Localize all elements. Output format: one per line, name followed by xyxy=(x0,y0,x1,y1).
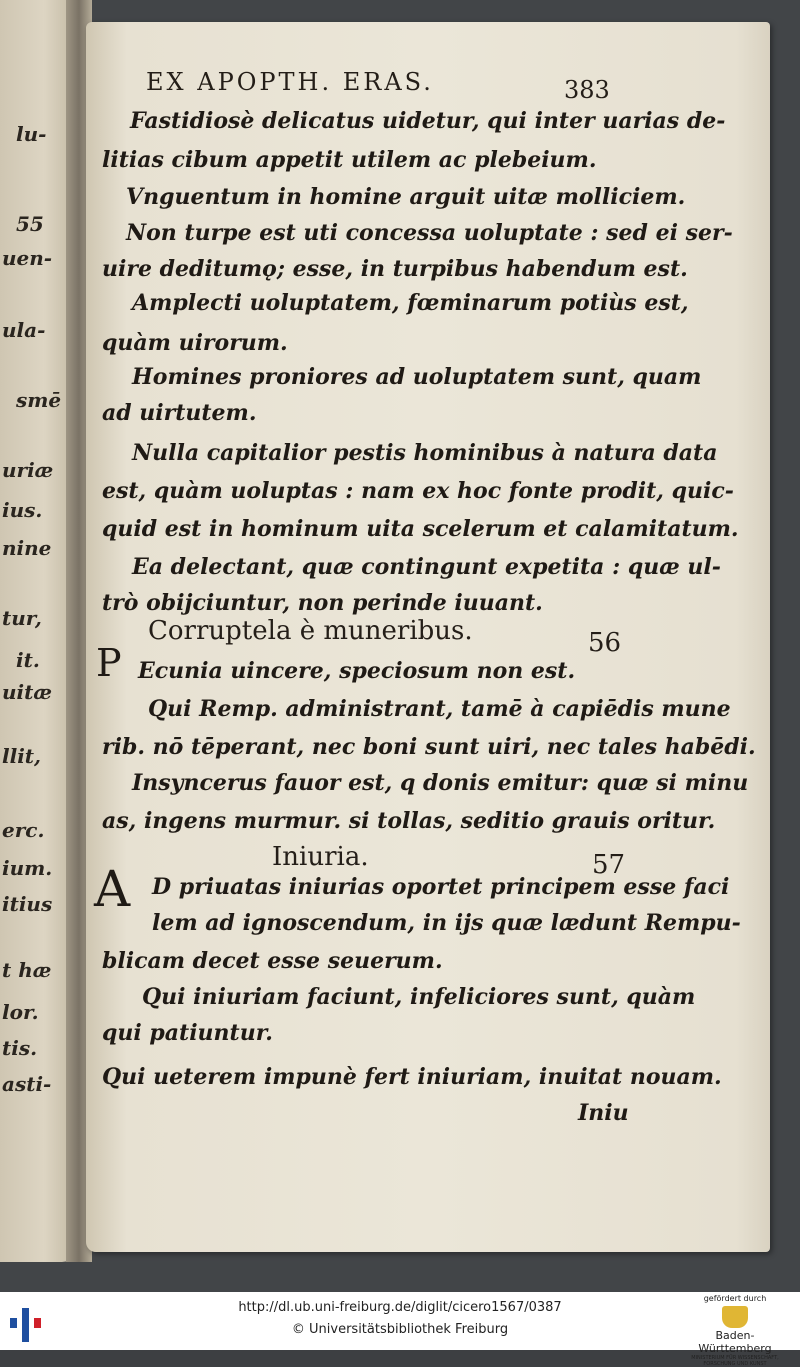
body-text-line: uire deditumǫ; esse, in turpibus habendum est. xyxy=(102,256,688,282)
body-text-line: lem ad ignoscendum, in ijs quæ lædunt Rempu- xyxy=(152,910,741,936)
coat-of-arms-icon xyxy=(722,1306,748,1328)
sponsor-block xyxy=(680,1294,790,1367)
footer-bar xyxy=(0,1292,800,1367)
left-page-fragment: lu- xyxy=(16,122,47,146)
left-page-fragment: uen- xyxy=(2,246,53,270)
body-text-line: D priuatas iniurias oportet principem esse faci xyxy=(152,874,730,900)
section-heading-56: Corruptela è muneribus. xyxy=(148,616,473,646)
drop-cap-a: A xyxy=(94,860,131,918)
body-text-line: Fastidiosè delicatus uidetur, qui inter uarias de- xyxy=(130,108,726,134)
left-page-fragment: ula- xyxy=(2,318,46,342)
left-page-fragment: itius xyxy=(2,892,53,916)
sponsor-ministry: MINISTERIUM FÜR WISSENSCHAFT, FORSCHUNG UND KUNST xyxy=(691,1355,779,1367)
left-page-fragment: t hæ xyxy=(2,958,52,982)
body-text-line: Insyncerus fauor est, q donis emitur: quæ si minu xyxy=(132,770,749,796)
left-page-fragment: ium. xyxy=(2,856,53,880)
drop-cap-p: P xyxy=(96,641,122,685)
section-number-56: 56 xyxy=(588,628,622,658)
body-text-line: Amplecti uoluptatem, fœminarum potiùs est, xyxy=(132,290,689,316)
body-text-line: qui patiuntur. xyxy=(102,1020,273,1046)
left-page-fragment: uriæ xyxy=(2,458,54,482)
body-text-line: Homines proniores ad uoluptatem sunt, quam xyxy=(132,364,702,390)
left-page-fragment: lor. xyxy=(2,1000,39,1024)
body-text-line: Qui ueterem impunè fert iniuriam, inuitat nouam. xyxy=(102,1064,722,1090)
left-page-fragment: 55 xyxy=(16,212,44,236)
body-text-line: Ecunia uincere, speciosum non est. xyxy=(138,658,576,684)
right-page xyxy=(86,22,770,1252)
sponsor-label: gefördert durch xyxy=(703,1294,767,1303)
left-page-fragment: smē xyxy=(16,388,62,412)
body-text-line: quid est in hominum uita scelerum et calamitatum. xyxy=(102,516,739,542)
running-header: EX APOPTH. ERAS. xyxy=(146,68,434,96)
left-page-fragment: llit, xyxy=(2,744,41,768)
body-text-line: Ea delectant, quæ contingunt expetita : quæ ul- xyxy=(132,554,721,580)
left-page-fragment: erc. xyxy=(2,818,45,842)
page-number: 383 xyxy=(564,76,610,104)
left-page-fragment: tis. xyxy=(2,1036,38,1060)
left-page-fragment: nine xyxy=(2,536,52,560)
body-text-line: rib. nō tēperant, nec boni sunt uiri, nec tales habēdi. xyxy=(102,734,756,760)
left-page-fragment: tur, xyxy=(2,606,42,630)
catchword: Iniu xyxy=(578,1100,629,1126)
document-url[interactable]: http://dl.ub.uni-freiburg.de/diglit/cicero1567/0387 xyxy=(238,1300,562,1315)
copyright-notice: © Universitätsbibliothek Freiburg xyxy=(291,1322,509,1337)
left-page-fragment: uitæ xyxy=(2,680,53,704)
left-page-fragment: ius. xyxy=(2,498,43,522)
body-text-line: Non turpe est uti concessa uoluptate : sed ei ser- xyxy=(126,220,733,246)
left-page-fragment: asti- xyxy=(2,1072,52,1096)
section-number-57: 57 xyxy=(592,850,626,880)
body-text-line: Qui iniuriam faciunt, infeliciores sunt, quàm xyxy=(142,984,696,1010)
body-text-line: Vnguentum in homine arguit uitæ molliciem. xyxy=(126,184,686,210)
body-text-line: blicam decet esse seuerum. xyxy=(102,948,443,974)
body-text-line: Nulla capitalior pestis hominibus à natura data xyxy=(132,440,718,466)
sponsor-name: Baden-Württemberg xyxy=(698,1329,772,1355)
body-text-line: trò obijciuntur, non perinde iuuant. xyxy=(102,590,543,616)
body-text-line: ad uirtutem. xyxy=(102,400,257,426)
body-text-line: litias cibum appetit utilem ac plebeium. xyxy=(102,147,597,173)
left-page-fragment: it. xyxy=(16,648,40,672)
body-text-line: quàm uirorum. xyxy=(102,330,288,356)
body-text-line: Qui Remp. administrant, tamē à capiēdis mune xyxy=(148,696,731,722)
body-text-line: est, quàm uoluptas : nam ex hoc fonte prodit, quic- xyxy=(102,478,734,504)
body-text-line: as, ingens murmur. si tollas, seditio grauis oritur. xyxy=(102,808,716,834)
section-heading-57: Iniuria. xyxy=(272,842,369,872)
